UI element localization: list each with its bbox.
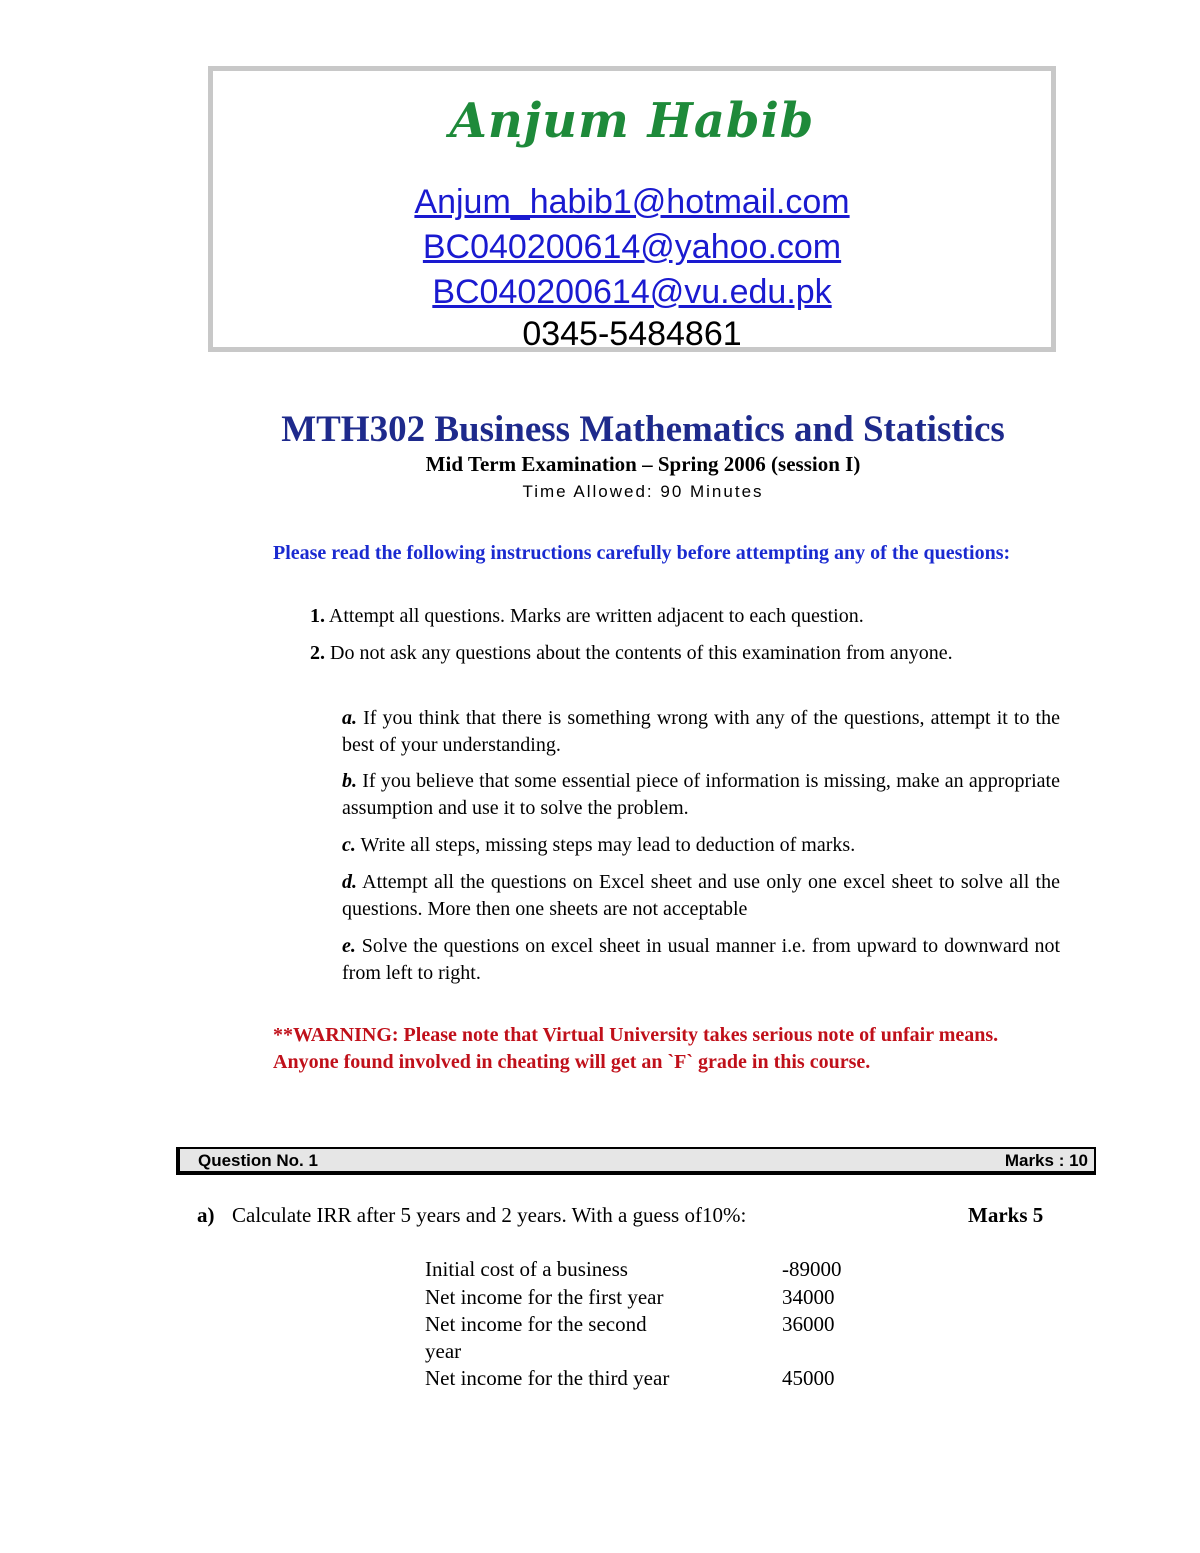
table-row-value: 45000 [782, 1366, 835, 1390]
exam-subtitle: Mid Term Examination – Spring 2006 (session I) [425, 452, 861, 476]
sub-letter: a. [342, 707, 357, 729]
table-row-value: 34000 [782, 1285, 835, 1309]
instructions-heading: Please read the following instructions carefully before attempting any of the questions: [273, 542, 1011, 564]
email-link-hotmail[interactable]: Anjum_habib1@hotmail.com [414, 183, 850, 221]
sub-text: If you believe that some essential piece of information is missing, make an appropriate assumption and use it to solve the problem. [342, 770, 1060, 819]
email-link-vu[interactable]: BC040200614@vu.edu.pk [432, 273, 832, 311]
sub-text: Attempt all the questions on Excel sheet and use only one excel sheet to solve all the questions. More then one sheets are not acceptable [342, 871, 1060, 920]
instruction-text: Attempt all questions. Marks are written adjacent to each question. [325, 605, 864, 627]
part-a-letter: a) [197, 1203, 215, 1227]
phone-number: 0345-5484861 [522, 315, 742, 352]
table-row-label: Net income for the second year [425, 1312, 647, 1363]
instruction-item-2 [273, 640, 1060, 667]
sub-letter: c. [342, 834, 356, 856]
sub-text: If you think that there is something wrong with any of the questions, attempt it to the best of your understanding. [342, 707, 1060, 756]
instruction-sub-a [342, 705, 1060, 759]
instruction-sub-e [342, 933, 1060, 987]
instruction-text: Do not ask any questions about the contents of this examination from anyone. [325, 642, 953, 664]
instruction-sub-c [342, 832, 1060, 859]
sub-text: Solve the questions on excel sheet in usual manner i.e. from upward to downward not from left to right. [342, 935, 1060, 984]
cheating-warning: **WARNING: Please note that Virtual University takes serious note of unfair means. Anyone found involved in cheating will get an `F` grade in this course. [273, 1024, 999, 1073]
table-row-value: 36000 [782, 1312, 835, 1336]
contact-box [208, 66, 1056, 352]
sub-letter: d. [342, 871, 357, 893]
instruction-number: 2. [310, 642, 325, 664]
table-row-label: Initial cost of a business [425, 1257, 628, 1281]
sub-letter: e. [342, 935, 356, 957]
time-allowed: Time Allowed: 90 Minutes [522, 482, 764, 501]
part-a-marks: Marks 5 [968, 1203, 1044, 1227]
table-row-label: Net income for the third year [425, 1366, 670, 1390]
question-marks: Marks : 10 [1004, 1151, 1088, 1170]
course-title: MTH302 Business Mathematics and Statistics [281, 409, 1005, 450]
instruction-number: 1. [310, 605, 325, 627]
author-name: Anjum Habib [449, 93, 815, 149]
instruction-sub-b [342, 768, 1060, 822]
instruction-sub-d [342, 869, 1060, 923]
sub-text: Write all steps, missing steps may lead to deduction of marks. [355, 834, 856, 856]
question-label: Question No. 1 [198, 1151, 318, 1170]
sub-letter: b. [342, 770, 357, 792]
table-row-value: -89000 [782, 1257, 842, 1281]
table-row-label: Net income for the first year [425, 1285, 664, 1309]
question-header-bar [176, 1147, 1096, 1175]
email-link-yahoo[interactable]: BC040200614@yahoo.com [422, 228, 842, 266]
instruction-item-1 [310, 603, 1060, 630]
part-a-text: Calculate IRR after 5 years and 2 years. With a guess of10%: [232, 1203, 747, 1227]
